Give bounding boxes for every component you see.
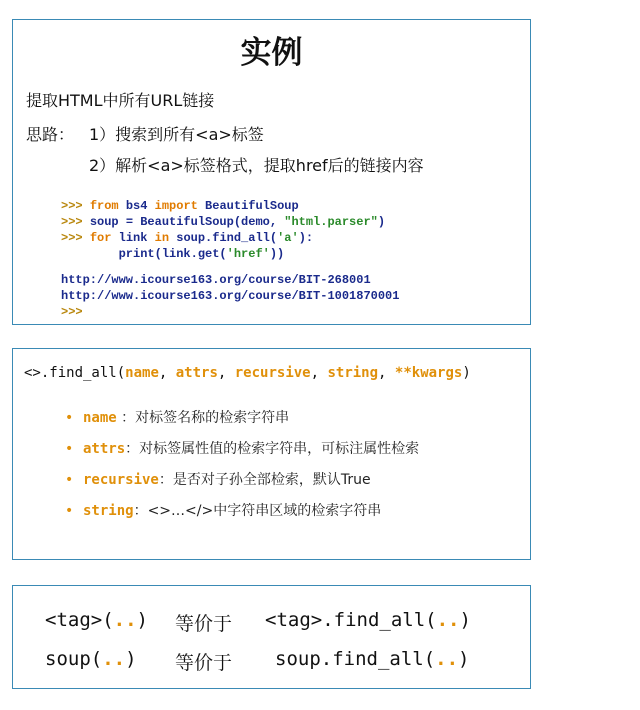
equivalent-label-1: 等价于 — [175, 613, 233, 635]
tag-find-all-expr: <tag>.find_all(..) — [265, 609, 471, 631]
bullet-attrs: • attrs：对标签属性值的检索字符串，可标注属性检索 — [65, 441, 420, 457]
step-1-text: 1）搜索到所有<a>标签 — [89, 125, 264, 144]
param-attrs: attrs — [175, 365, 218, 381]
output-prompt: >>> — [61, 305, 83, 319]
soup-call-expr: soup(..) — [45, 648, 137, 670]
output-url-1: http://www.icourse163.org/course/BIT-268001 — [61, 273, 371, 287]
code-line-3: >>> for link in soup.find_all('a'): — [61, 231, 314, 245]
param-recursive: recursive — [234, 365, 311, 381]
param-name: name — [125, 365, 159, 381]
param-string: string — [327, 365, 379, 381]
output-url-2: http://www.icourse163.org/course/BIT-1001870001 — [61, 289, 400, 303]
example-title: 实例 — [240, 35, 303, 71]
equivalence-panel — [12, 585, 531, 689]
code-line-1: >>> from bs4 import BeautifulSoup — [61, 199, 299, 213]
step-2-text: 2）解析<a>标签格式，提取href后的链接内容 — [89, 156, 424, 175]
task-text: 提取HTML中所有URL链接 — [26, 91, 215, 110]
soup-find-all-expr: soup.find_all(..) — [275, 648, 470, 670]
approach-label: 思路： — [26, 125, 75, 144]
tag-call-expr: <tag>(..) — [45, 609, 148, 631]
output-block — [61, 272, 399, 320]
equivalent-label-2: 等价于 — [175, 652, 233, 674]
find-all-signature-panel — [12, 348, 531, 560]
param-kwargs: **kwargs — [394, 365, 463, 381]
code-block — [61, 198, 385, 262]
code-line-2: >>> soup = BeautifulSoup(demo, "html.parser") — [61, 215, 386, 229]
code-line-4: print(link.get('href')) — [61, 247, 285, 261]
find-all-signature: <>.find_all(name, attrs, recursive, string, **kwargs) — [24, 365, 471, 381]
bullet-string: • string：<>…</>中字符串区域的检索字符串 — [65, 503, 382, 519]
bullet-name: • name ：对标签名称的检索字符串 — [65, 410, 290, 426]
example-panel — [12, 19, 531, 325]
bullet-recursive: • recursive：是否对子孙全部检索，默认True — [65, 472, 371, 488]
